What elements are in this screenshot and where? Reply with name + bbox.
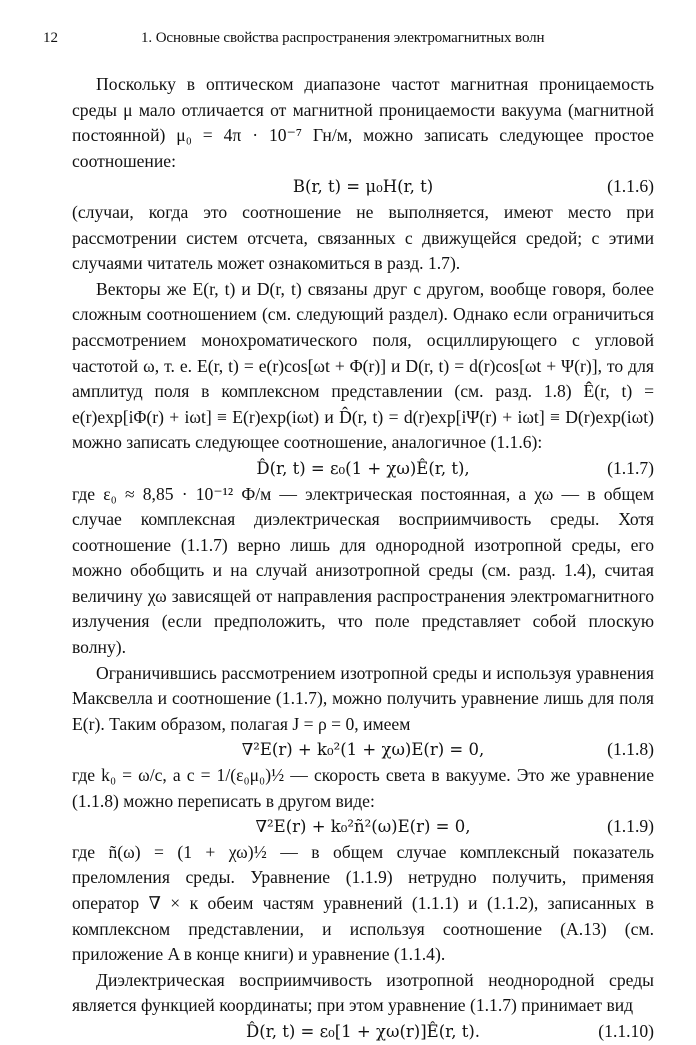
equation-number: (1.1.7)	[607, 457, 654, 478]
equation-formula: D̂(r, t) = ε₀[1 + χω(r)]Ê(r, t).	[245, 1021, 481, 1041]
page-body	[72, 72, 654, 1045]
paragraph-maxwell-equations: Ограничившись рассмотрением изотропной среды и используя уравнения Максвелла и соотношение (1.1.7), можно получить уравнение лишь для поля E(r). Таким образом, полагая J = ρ = 0, имеем	[72, 662, 654, 734]
paragraph-moving-media-note: (случаи, когда это соотношение не выполняется, имеют место при рассмотрении систем отсчета, связанных с движущейся средой; с этими случаями читатель может ознакомиться в разд. 1.7).	[72, 201, 654, 274]
paragraph-inhomogeneous-medium: Диэлектрическая восприимчивость изотропной неоднородной среды является функцией координаты; при этом уравнение (1.1.7) принимает вид	[72, 969, 654, 1016]
equation-1-1-9	[72, 814, 654, 840]
paragraph-monochromatic-field: Векторы же E(r, t) и D(r, t) связаны друг с другом, вообще говоря, более сложным соотношением (см. следующий раздел). Однако если ограничиться рассмотрением монохроматического поля, осциллирующего с угловой частотой ω, т. е. E(r, t) = e(r)cos[ωt + Φ(r)] и D(r, t) = d(r)cos[ωt + Ψ(r)], то для амплитуд поля в комплексном представлении (см. разд. 1.8) Ê(r, t) = e(r)exp[iΦ(r) + iωt] ≡ E(r)exp(iωt) и D̂(r, t) = d(r)exp[iΨ(r) + iωt] ≡ D(r)exp(iωt) можно записать следующее соотношение, аналогичное (1.1.6):	[72, 278, 654, 453]
equation-1-1-7	[72, 456, 654, 482]
paragraph-refractive-index: где ñ(ω) = (1 + χω)½ — в общем случае комплексный показатель преломления среды. Уравнение (1.1.9) нетрудно получить, применяя оператор ∇ × к обеим частям уравнений (1.1.1) и (1.1.2), записанных в комплексном представлении, и используя соотношение (A.13) (см. приложение A в конце книги) и уравнение (1.1.4).	[72, 841, 654, 965]
equation-1-1-10	[72, 1019, 654, 1045]
paragraph-dielectric-constant: где ε₀ ≈ 8,85 · 10⁻¹² Ф/м — электрическая постоянная, а χω — в общем случае комплексная диэлектрическая восприимчивость среды. Хотя соотношение (1.1.7) верно лишь для однородной изотропной среды, его можно обобщить и на случай анизотропной среды (см. разд. 1.4), считая величину χω зависящей от направления распространения электромагнитного излучения (если предположить, что поле представляет собой плоскую волну).	[72, 483, 654, 658]
paragraph-magnetic-permeability: Поскольку в оптическом диапазоне частот магнитная проницаемость среды μ мало отличается от магнитной проницаемости вакуума (магнитной постоянной) μ₀ = 4π · 10⁻⁷ Гн/м, можно записать следующее простое соотношение:	[72, 74, 654, 171]
equation-number: (1.1.6)	[607, 176, 654, 197]
equation-number: (1.1.10)	[598, 1020, 654, 1041]
equation-number: (1.1.9)	[607, 816, 654, 837]
running-title: 1. Основные свойства распространения электромагнитных волн	[141, 30, 545, 46]
page-header	[0, 30, 696, 54]
page-number: 12	[43, 30, 58, 46]
equation-number: (1.1.8)	[607, 739, 654, 760]
equation-formula: ∇²E(r) + k₀²(1 + χω)E(r) = 0,	[241, 740, 485, 760]
equation-formula: D̂(r, t) = ε₀(1 + χω)Ê(r, t),	[256, 458, 470, 478]
equation-1-1-8	[72, 737, 654, 763]
equation-formula: B(r, t) = μ₀H(r, t)	[292, 177, 434, 197]
paragraph-speed-of-light: где k₀ = ω/c, а c = 1/(ε₀μ₀)½ — скорость света в вакууме. Это же уравнение (1.1.8) можно переписать в другом виде:	[72, 765, 654, 811]
equation-formula: ∇²E(r) + k₀²ñ²(ω)E(r) = 0,	[255, 817, 471, 837]
equation-1-1-6	[72, 174, 654, 200]
